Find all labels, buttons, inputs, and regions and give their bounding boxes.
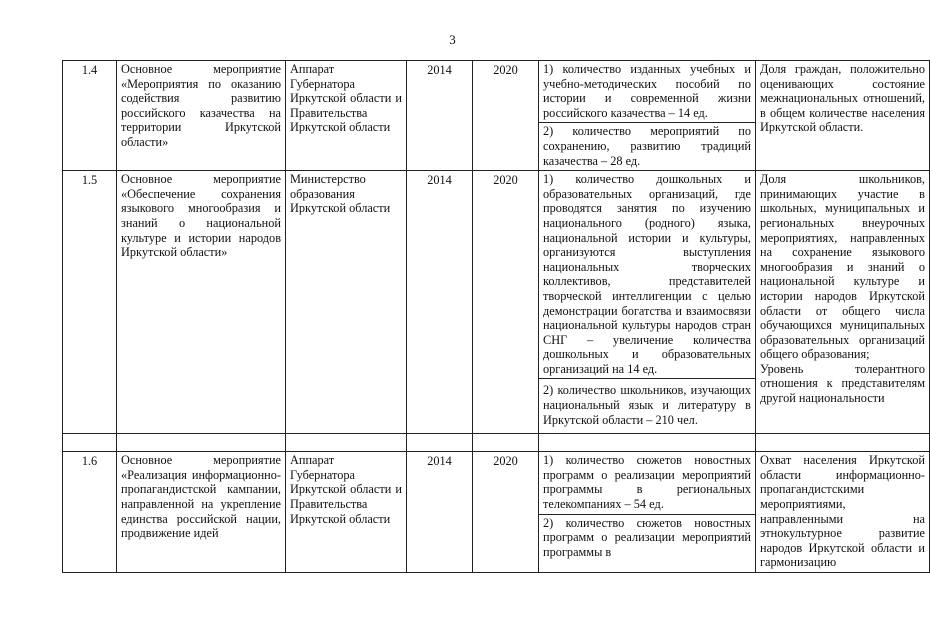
row-number: 1.6 — [63, 452, 117, 573]
year-end: 2020 — [473, 61, 539, 171]
indicator-item: 2) количество школьников, изучающих национальный язык и литературу в Иркутской области – 210 чел. — [539, 378, 755, 433]
results-cell — [756, 452, 930, 573]
executor-text: Аппарат Губернатора Иркутской области и Правительства Иркутской области — [290, 453, 402, 526]
executor-text: Министерство образования Иркутской области — [290, 172, 391, 216]
row-number: 1.4 — [63, 61, 117, 171]
spacer-cell — [756, 434, 930, 452]
spacer-cell — [63, 434, 117, 452]
year-end: 2020 — [473, 171, 539, 434]
event-name: Основное мероприятие «Мероприятия по оказанию содействия развитию российского казачества на территории Иркутской области» — [117, 61, 286, 171]
indicators-cell — [539, 171, 756, 434]
executor — [286, 171, 407, 434]
indicator-item: 2) количество сюжетов новостных программ о реализации мероприятий программы в — [539, 514, 755, 562]
row-number: 1.5 — [63, 171, 117, 434]
program-table — [62, 60, 930, 573]
table-row — [63, 171, 930, 434]
executor — [286, 61, 407, 171]
indicator-item: 1) количество сюжетов новостных программ о реализации мероприятий программы в региональных телекомпаниях – 54 ед. — [543, 453, 751, 512]
spacer-cell — [539, 434, 756, 452]
spacer-cell — [286, 434, 407, 452]
indicator-item: 2) количество мероприятий по сохранению, развитию традиций казачества – 28 ед. — [539, 122, 755, 170]
indicator-item: 1) количество изданных учебных и учебно-методических пособий по истории и современной жизни российского казачества – 14 ед. — [543, 62, 751, 120]
table-row — [63, 452, 930, 573]
spacer-cell — [407, 434, 473, 452]
results-cell — [756, 61, 930, 171]
indicators-cell — [539, 452, 756, 573]
result-item: Доля граждан, положительно оценивающих состояние межнациональных отношений, в общем количестве населения Иркутской области. — [760, 62, 925, 135]
year-start: 2014 — [407, 61, 473, 171]
event-name: Основное мероприятие «Реализация информационно-пропагандистской кампании, направленной на укрепление единства российской нации, продвижение идей — [117, 452, 286, 573]
table-row — [63, 61, 930, 171]
results-cell — [756, 171, 930, 434]
year-end: 2020 — [473, 452, 539, 573]
executor-text: Аппарат Губернатора Иркутской области и Правительства Иркутской области — [290, 62, 402, 135]
year-start: 2014 — [407, 171, 473, 434]
year-start: 2014 — [407, 452, 473, 573]
result-item: Доля школьников, принимающих участие в школьных, муниципальных и региональных внеурочных мероприятиях, направленных на сохранение языкового многообразия и знаний о национальной культуре и истории народов Иркутской области от общего числа обучающихся муниципальных образовательных организаций общего образования; — [760, 172, 925, 362]
indicators-cell — [539, 61, 756, 171]
result-item: Уровень толерантного отношения к представителям другой национальности — [760, 361, 925, 406]
spacer-cell — [117, 434, 286, 452]
spacer-cell — [473, 434, 539, 452]
table-row-spacer — [63, 434, 930, 452]
result-item: Охват населения Иркутской области информационно-пропагандистскими мероприятиями, направленными на этнокультурное развитие народов Иркутской области и гармонизацию — [760, 453, 925, 570]
executor — [286, 452, 407, 573]
page-number: 3 — [449, 32, 456, 47]
indicator-item: 1) количество дошкольных и образовательных организаций, где проводятся занятия по изучению национального (родного) языка, национальной истории и культуры, организуются выступления национальных творческих коллективов, представителей творческой интеллигенции с целью демонстрации богатства и взаимосвязи национальной культуры народов стран СНГ – увеличение количества дошкольных и образовательных организаций на 14 ед. — [543, 172, 751, 376]
event-name: Основное мероприятие «Обеспечение сохранения языкового многообразия и знаний о национальной культуре и истории народов Иркутской области» — [117, 171, 286, 434]
